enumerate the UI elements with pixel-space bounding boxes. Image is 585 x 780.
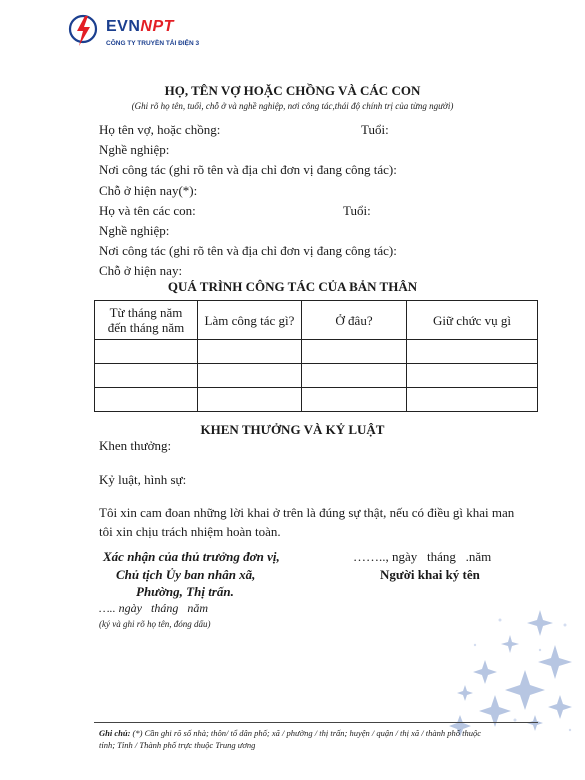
spouse-residence-label: Chỗ ở hiện nay(*):	[99, 183, 198, 198]
declarant-date: …….., ngày tháng .năm	[353, 549, 492, 564]
col-job-header: Làm công tác gì?	[198, 301, 302, 340]
children-age-label: Tuổi:	[343, 203, 371, 218]
commitment-line-2: tôi xin chịu trách nhiệm hoàn toàn.	[99, 524, 281, 539]
confirm-title-line3: Phường, Thị trấn.	[136, 584, 234, 599]
children-name-label: Họ và tên các con:	[99, 203, 196, 218]
table-cell[interactable]	[198, 340, 302, 364]
brand-evn: EVN	[106, 18, 141, 35]
declarant-title: Người khai ký tên	[380, 567, 480, 582]
table-cell[interactable]	[95, 388, 198, 412]
table-cell[interactable]	[302, 340, 407, 364]
confirm-date: ….. ngày tháng năm	[99, 601, 208, 615]
col-period-line1: Từ tháng năm	[109, 305, 183, 320]
section-title-family: HỌ, TÊN VỢ HOẶC CHỒNG VÀ CÁC CON	[164, 83, 421, 98]
commitment-line-1: Tôi xin cam đoan những lời khai ở trên là đúng sự thật, nếu có điều gì khai man	[99, 505, 515, 520]
reward-label: Khen thưởng:	[99, 438, 172, 453]
confirm-sign-note: (ký và ghi rõ họ tên, đóng dấu)	[99, 619, 211, 629]
table-cell[interactable]	[95, 340, 198, 364]
children-residence-label: Chỗ ở hiện nay:	[99, 263, 183, 278]
col-period-header	[95, 301, 198, 340]
section-title-rewards: KHEN THƯỞNG VÀ KỶ LUẬT	[200, 422, 385, 437]
footer-note-line2: tỉnh; Tỉnh / Thành phố trực thuộc Trung ương	[99, 740, 256, 750]
col-position-header: Giữ chức vụ gì	[407, 301, 538, 340]
table-header-row	[95, 301, 538, 340]
spouse-name-label: Họ tên vợ, hoặc chồng:	[99, 122, 221, 137]
confirm-title-line2: Chủ tịch Ủy ban nhân xã,	[116, 567, 256, 582]
table-cell[interactable]	[407, 388, 538, 412]
children-job-label: Nghề nghiệp:	[99, 223, 170, 238]
company-name: CÔNG TY TRUYỀN TẢI ĐIỆN 3	[106, 40, 200, 47]
footer-note-line1: (*) Cần ghi rõ số nhà; thôn/ tổ dân phố; xã / phường / thị trấn; huyện / quận / thị xã / thành phố thuộc	[132, 728, 481, 738]
table-cell[interactable]	[302, 364, 407, 388]
table-row	[95, 388, 538, 412]
col-place-header: Ở đâu?	[302, 301, 407, 340]
table-cell[interactable]	[95, 364, 198, 388]
discipline-label: Kỷ luật, hình sự:	[99, 472, 187, 487]
evn-emblem-icon	[68, 14, 98, 50]
footer-divider	[94, 722, 538, 723]
col-period-line2: đến tháng năm	[107, 320, 185, 335]
table-cell[interactable]	[198, 364, 302, 388]
brand-npt: NPT	[140, 18, 174, 35]
work-history-table	[94, 300, 538, 412]
table-cell[interactable]	[302, 388, 407, 412]
company-logo	[68, 14, 218, 54]
section-subtitle-family: (Ghi rõ họ tên, tuổi, chỗ ở và nghề nghiệp, nơi công tác,thái độ chính trị của từng người)	[131, 101, 454, 111]
footer-note	[99, 727, 539, 751]
section-title-work-history: QUÁ TRÌNH CÔNG TÁC CỦA BẢN THÂN	[167, 279, 418, 294]
confirm-title-line1: Xác nhận của thủ trưởng đơn vị,	[103, 549, 280, 564]
footer-note-label: Ghi chú:	[99, 728, 131, 738]
spouse-job-label: Nghề nghiệp:	[99, 142, 170, 157]
spouse-age-label: Tuổi:	[361, 122, 389, 137]
table-cell[interactable]	[198, 388, 302, 412]
table-row	[95, 364, 538, 388]
table-cell[interactable]	[407, 364, 538, 388]
table-cell[interactable]	[407, 340, 538, 364]
brand-name	[106, 18, 174, 36]
spouse-work-label: Nơi công tác (ghi rõ tên và địa chỉ đơn vị đang công tác):	[99, 162, 397, 177]
sparkle-decoration-icon	[440, 590, 580, 740]
children-work-label: Nơi công tác (ghi rõ tên và địa chỉ đơn vị đang công tác):	[99, 243, 397, 258]
table-row	[95, 340, 538, 364]
